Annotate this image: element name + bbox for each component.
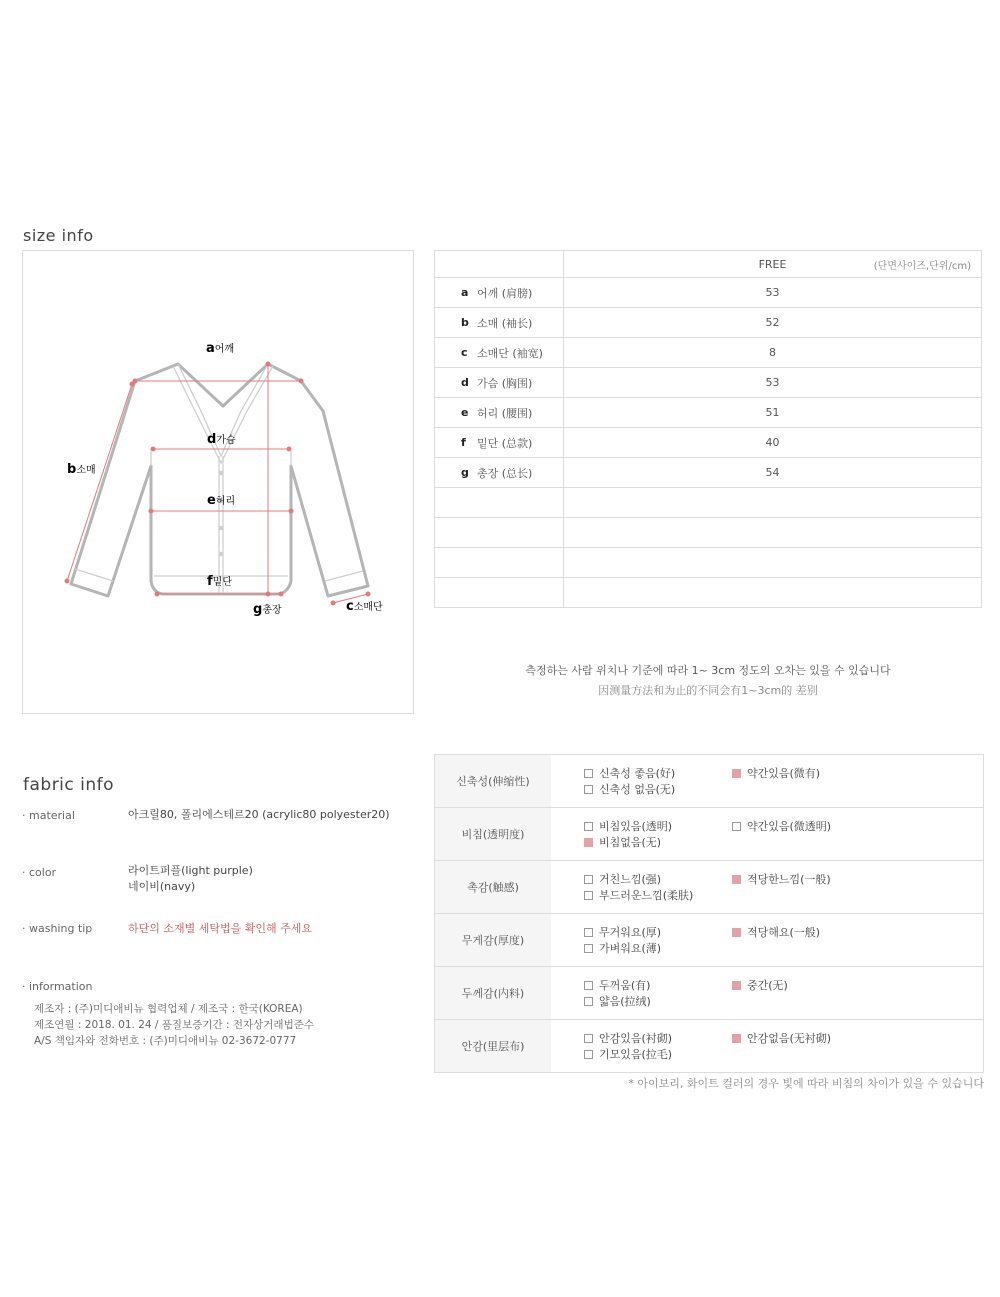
unchecked-box-icon — [584, 1034, 593, 1043]
checked-box-icon — [732, 875, 741, 884]
label-g-length: g총장 — [253, 602, 282, 617]
fabric-info-title: fabric info — [23, 775, 115, 795]
fabric-option — [584, 940, 700, 956]
fabric-row — [435, 967, 984, 1020]
cardigan-illustration — [23, 251, 415, 715]
checked-box-icon — [732, 1034, 741, 1043]
washing-label: · washing tip — [22, 922, 93, 935]
row-value: 52 — [564, 308, 982, 338]
fabric-option — [584, 993, 700, 1009]
fabric-option-label: 신축성 없음(无) — [599, 783, 676, 796]
row-letter: a — [461, 286, 469, 299]
fabric-option — [584, 834, 700, 850]
information-label: · information — [22, 980, 93, 993]
fabric-option — [732, 765, 848, 781]
fabric-option-label: 적당해요(一般) — [747, 926, 821, 939]
row-label: 소매 (袖长) — [477, 316, 533, 330]
fabric-option — [732, 924, 848, 940]
row-value: 53 — [564, 278, 982, 308]
unchecked-box-icon — [584, 822, 593, 831]
size-table-header — [435, 251, 982, 278]
fabric-category: 무게감(厚度) — [435, 914, 552, 967]
unchecked-box-icon — [584, 928, 593, 937]
fabric-category: 신축성(伸缩性) — [435, 755, 552, 808]
material-value: 아크릴80, 폴리에스테르20 (acrylic80 polyester20) — [128, 808, 390, 821]
fabric-row — [435, 808, 984, 861]
fabric-option-label: 무거워요(厚) — [599, 926, 662, 939]
fabric-option-label: 중간(无) — [747, 979, 788, 992]
fabric-option — [584, 818, 700, 834]
label-f-hem: f밑단 — [207, 574, 232, 589]
fabric-row — [435, 861, 984, 914]
table-row — [435, 338, 982, 368]
checked-box-icon — [732, 981, 741, 990]
unchecked-box-icon — [584, 944, 593, 953]
row-value: 40 — [564, 428, 982, 458]
row-letter: d — [461, 376, 469, 389]
row-value: 51 — [564, 398, 982, 428]
row-value: 53 — [564, 368, 982, 398]
fabric-option — [584, 765, 700, 781]
label-e-waist: e허리 — [207, 493, 236, 508]
unchecked-box-icon — [584, 769, 593, 778]
fabric-option-label: 가벼워요(薄) — [599, 942, 662, 955]
fabric-option — [732, 818, 848, 834]
unchecked-box-icon — [584, 1050, 593, 1059]
label-c-cuff: c소매단 — [346, 599, 383, 614]
table-row — [435, 278, 982, 308]
unchecked-box-icon — [584, 875, 593, 884]
row-letter: g — [461, 466, 469, 479]
table-row — [435, 458, 982, 488]
garment-diagram — [22, 250, 414, 714]
row-label: 가슴 (胸围) — [477, 376, 533, 390]
row-letter: e — [461, 406, 469, 419]
color-label: · color — [22, 866, 57, 879]
row-letter: c — [461, 346, 468, 359]
unit-note: (단면사이즈,단위/cm) — [873, 261, 971, 272]
table-row-empty — [435, 488, 982, 518]
info-line-3: A/S 책임자와 전화번호 : (주)미디애비뉴 02-3672-0777 — [34, 1035, 297, 1047]
fabric-option-label: 약간있음(微透明) — [747, 820, 832, 833]
row-value: 54 — [564, 458, 982, 488]
color-value-2: 네이비(navy) — [128, 880, 196, 893]
fabric-option — [584, 887, 700, 903]
measurement-note-cn: 因测量方法和为止的不同会有1~3cm的 差别 — [598, 684, 818, 697]
checked-box-icon — [732, 769, 741, 778]
fabric-option — [732, 871, 848, 887]
fabric-properties-table — [434, 754, 984, 1073]
fabric-option — [732, 977, 848, 993]
fabric-category: 촉감(触感) — [435, 861, 552, 914]
size-info-title: size info — [23, 226, 94, 245]
unchecked-box-icon — [732, 822, 741, 831]
fabric-option — [732, 1030, 848, 1046]
table-row — [435, 428, 982, 458]
fabric-option — [584, 924, 700, 940]
fabric-option-label: 거친느낌(强) — [599, 873, 662, 886]
unchecked-box-icon — [584, 891, 593, 900]
row-letter: b — [461, 316, 469, 329]
label-d-chest: d가슴 — [207, 432, 236, 447]
table-row-empty — [435, 578, 982, 608]
info-line-2: 제조연월 : 2018. 01. 24 / 품질보증기간 : 전자상거래법준수 — [34, 1019, 315, 1031]
row-label: 소매단 (袖宽) — [477, 346, 543, 360]
fabric-row — [435, 914, 984, 967]
table-row — [435, 398, 982, 428]
fabric-option-label: 약간있음(微有) — [747, 767, 821, 780]
color-value-1: 라이트퍼플(light purple) — [128, 864, 253, 877]
unchecked-box-icon — [584, 981, 593, 990]
table-row-empty — [435, 548, 982, 578]
table-row-empty — [435, 518, 982, 548]
fabric-option — [584, 1030, 700, 1046]
label-a-shoulder: a어깨 — [206, 341, 235, 356]
fabric-option-label: 기모있음(拉毛) — [599, 1048, 673, 1061]
table-row — [435, 368, 982, 398]
fabric-option-label: 안감없음(无衬砌) — [747, 1032, 832, 1045]
fabric-option — [584, 871, 700, 887]
fabric-option — [584, 977, 700, 993]
fabric-option — [584, 781, 700, 797]
fabric-category: 두께감(内料) — [435, 967, 552, 1020]
info-line-1: 제조자 : (주)미디애비뉴 협력업체 / 제조국 : 한국(KOREA) — [34, 1003, 303, 1015]
checked-box-icon — [732, 928, 741, 937]
fabric-option-label: 비침있음(透明) — [599, 820, 673, 833]
fabric-option-label: 신축성 좋음(好) — [599, 767, 676, 780]
size-table — [434, 250, 982, 608]
fabric-option-label: 비침없음(无) — [599, 836, 662, 849]
row-label: 허리 (腰围) — [477, 406, 533, 420]
checked-box-icon — [584, 838, 593, 847]
fabric-option-label: 부드러운느낌(柔肤) — [599, 889, 694, 902]
fabric-option-label: 안감있음(衬砌) — [599, 1032, 673, 1045]
fabric-row — [435, 755, 984, 808]
row-letter: f — [461, 436, 466, 449]
fabric-option-label: 적당한느낌(一般) — [747, 873, 831, 886]
fabric-row — [435, 1020, 984, 1073]
label-b-sleeve: b소매 — [67, 462, 96, 477]
row-value: 8 — [564, 338, 982, 368]
fabric-category: 안감(里层布) — [435, 1020, 552, 1073]
table-row — [435, 308, 982, 338]
fabric-footnote: * 아이보리, 화이트 컬러의 경우 빛에 따라 비침의 차이가 있을 수 있습니다 — [628, 1077, 984, 1090]
material-label: · material — [22, 809, 75, 822]
row-label: 어깨 (肩膀) — [477, 286, 533, 300]
washing-value: 하단의 소재별 세탁법을 확인해 주세요 — [128, 922, 313, 935]
fabric-option-label: 두꺼움(有) — [599, 979, 651, 992]
row-label: 총장 (总长) — [477, 466, 533, 480]
fabric-option-label: 얇음(拉绒) — [599, 995, 651, 1008]
size-column-free: FREE — [758, 257, 787, 271]
unchecked-box-icon — [584, 997, 593, 1006]
row-label: 밑단 (总款) — [477, 436, 533, 450]
fabric-category: 비침(透明度) — [435, 808, 552, 861]
color-values — [128, 863, 253, 895]
unchecked-box-icon — [584, 785, 593, 794]
fabric-option — [584, 1046, 700, 1062]
measurement-note-ko: 측정하는 사람 위치나 기준에 따라 1~ 3cm 정도의 오차는 있을 수 있습니다 — [525, 664, 891, 677]
